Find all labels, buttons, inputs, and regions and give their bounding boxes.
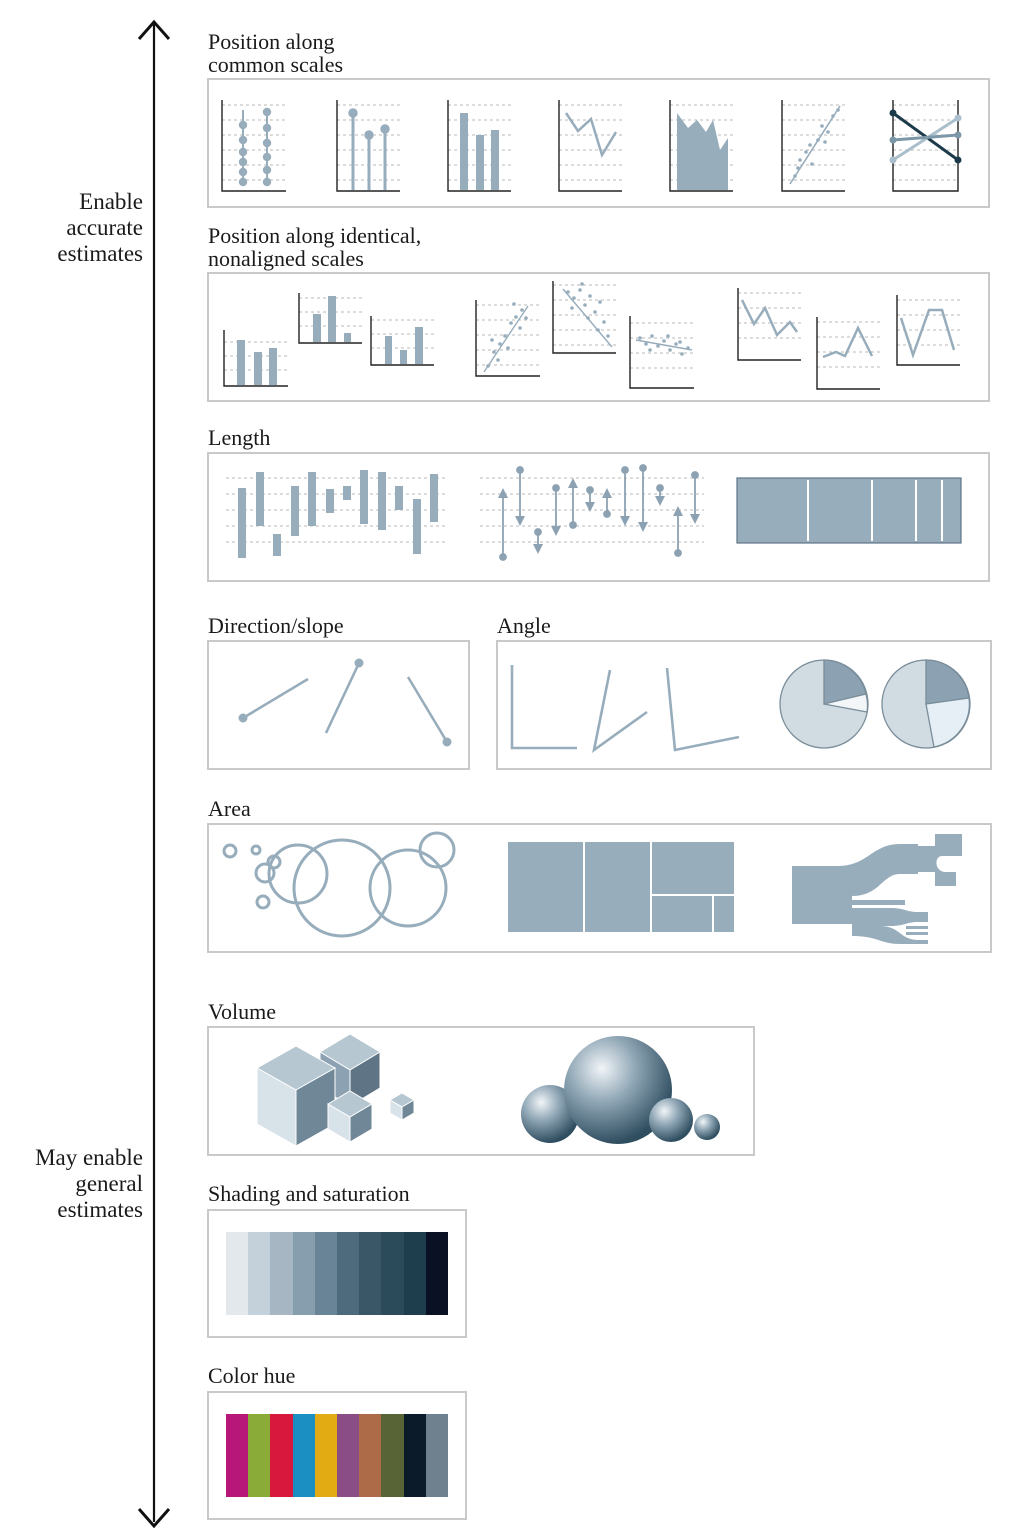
hue-swatch <box>426 1414 448 1497</box>
title-shading: Shading and saturation <box>208 1181 410 1206</box>
title-length: Length <box>208 425 271 450</box>
shading-swatch <box>359 1232 381 1315</box>
hue-swatch <box>359 1414 381 1497</box>
shading-swatch <box>404 1232 426 1315</box>
hue-swatch <box>248 1414 270 1497</box>
hue-strip <box>226 1414 448 1497</box>
shading-swatch <box>381 1232 403 1315</box>
shading-swatch <box>315 1232 337 1315</box>
title-direction: Direction/slope <box>208 613 344 638</box>
shading-swatch <box>248 1232 270 1315</box>
hue-swatch <box>270 1414 292 1497</box>
scale-top-line-3: estimates <box>57 241 143 266</box>
title-nonaligned-line-2: nonaligned scales <box>208 246 364 271</box>
shading-swatch <box>337 1232 359 1315</box>
hue-swatch <box>226 1414 248 1497</box>
title-color-hue: Color hue <box>208 1363 296 1388</box>
hue-swatch <box>381 1414 403 1497</box>
scale-bottom-line-2: general <box>75 1171 143 1196</box>
shading-swatch <box>293 1232 315 1315</box>
hue-swatch <box>293 1414 315 1497</box>
scale-bottom-line-1: May enable <box>35 1145 143 1170</box>
hue-swatch <box>337 1414 359 1497</box>
title-nonaligned-line-1: Position along identical, <box>208 223 422 248</box>
title-common-line-2: common scales <box>208 52 344 77</box>
shading-swatch <box>426 1232 448 1315</box>
shading-swatch <box>270 1232 292 1315</box>
hue-swatch <box>315 1414 337 1497</box>
scale-bottom-line-3: estimates <box>57 1197 143 1222</box>
title-volume: Volume <box>208 999 277 1024</box>
shading-swatch <box>226 1232 248 1315</box>
scale-top-line-1: Enable <box>79 189 143 214</box>
title-common-line-1: Position along <box>208 29 335 54</box>
hue-swatch <box>404 1414 426 1497</box>
title-angle: Angle <box>497 613 551 638</box>
title-area: Area <box>208 796 251 821</box>
shading-strip <box>226 1232 448 1315</box>
scale-top-line-2: accurate <box>66 215 143 240</box>
